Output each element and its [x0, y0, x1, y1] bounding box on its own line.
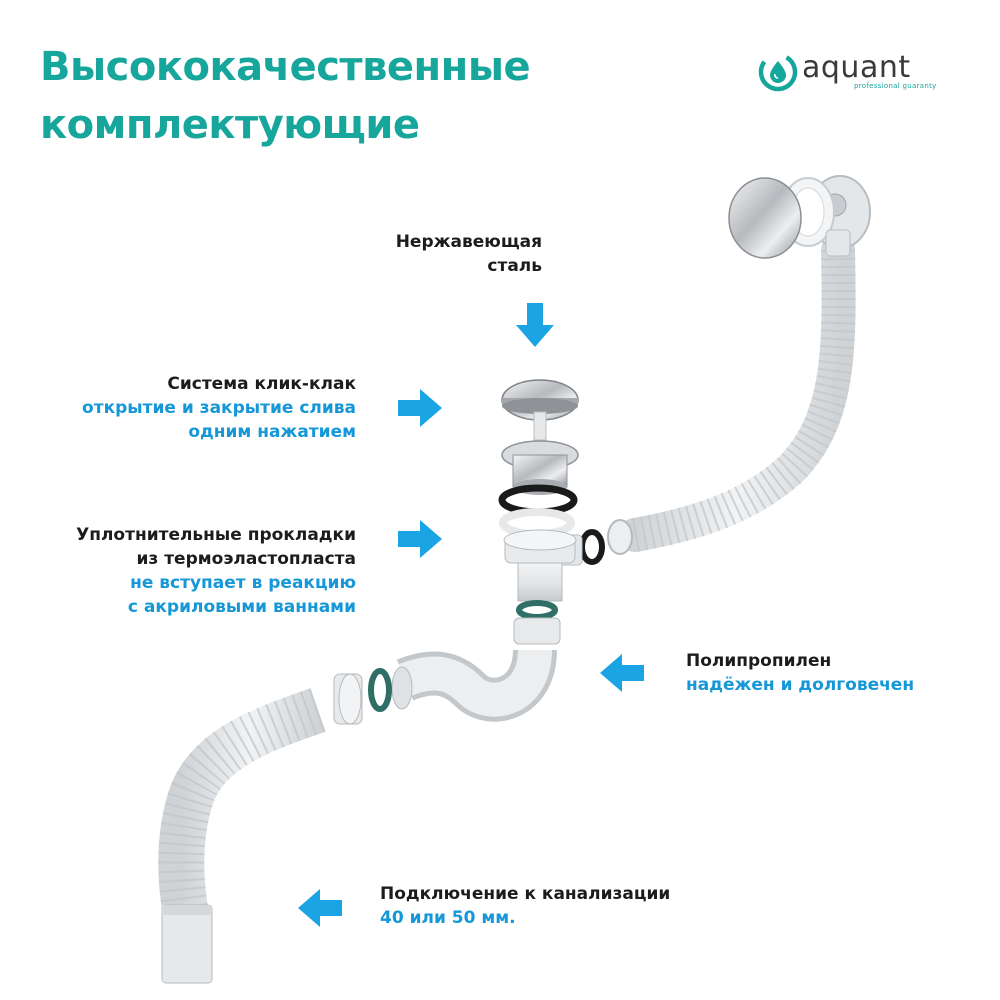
label-gaskets-title-2: из термоэластопласта [136, 549, 356, 569]
label-click-clack-desc-2: одним нажатием [188, 422, 356, 442]
label-polypropylene [686, 649, 986, 697]
arrow-down-icon [516, 303, 554, 347]
overflow-assembly [729, 176, 870, 258]
label-steel-line-1: Нержавеющая [395, 232, 542, 252]
label-polypropylene-title: Полипропилен [686, 651, 832, 671]
arrow-left-icon [600, 654, 644, 692]
label-click-clack-desc-1: открытие и закрытие слива [82, 398, 356, 418]
lower-nut-assembly [334, 671, 389, 724]
overflow-hose [635, 250, 839, 535]
click-clack-plug [502, 380, 578, 440]
arrow-right-icon [398, 389, 442, 427]
logo-wordmark: aquant [802, 50, 911, 85]
label-steel-line-2: сталь [487, 256, 542, 276]
label-sewer-desc: 40 или 50 мм. [380, 908, 516, 928]
label-gaskets-desc-2: с акриловыми ваннами [127, 597, 356, 617]
label-sewer-connection [380, 882, 720, 930]
label-polypropylene-desc: надёжен и долговечен [686, 675, 915, 695]
s-bend-pipe [392, 650, 535, 709]
label-sewer-title: Подключение к канализации [380, 884, 671, 904]
arrow-right-icon [398, 520, 442, 558]
title-line-2: комплектующие [40, 102, 420, 148]
title-line-1: Высококачественные [40, 44, 531, 90]
logo-tagline: professional guaranty [854, 82, 937, 90]
arrow-left-icon [298, 889, 342, 927]
trap-body [504, 530, 576, 644]
label-click-clack-title: Система клик-клак [167, 374, 356, 394]
label-gaskets [10, 523, 356, 619]
label-click-clack [20, 372, 356, 444]
drain-hose [162, 710, 318, 983]
label-gaskets-title-1: Уплотнительные прокладки [76, 525, 356, 545]
label-gaskets-desc-1: не вступает в реакцию [130, 573, 356, 593]
label-stainless-steel [340, 230, 542, 278]
